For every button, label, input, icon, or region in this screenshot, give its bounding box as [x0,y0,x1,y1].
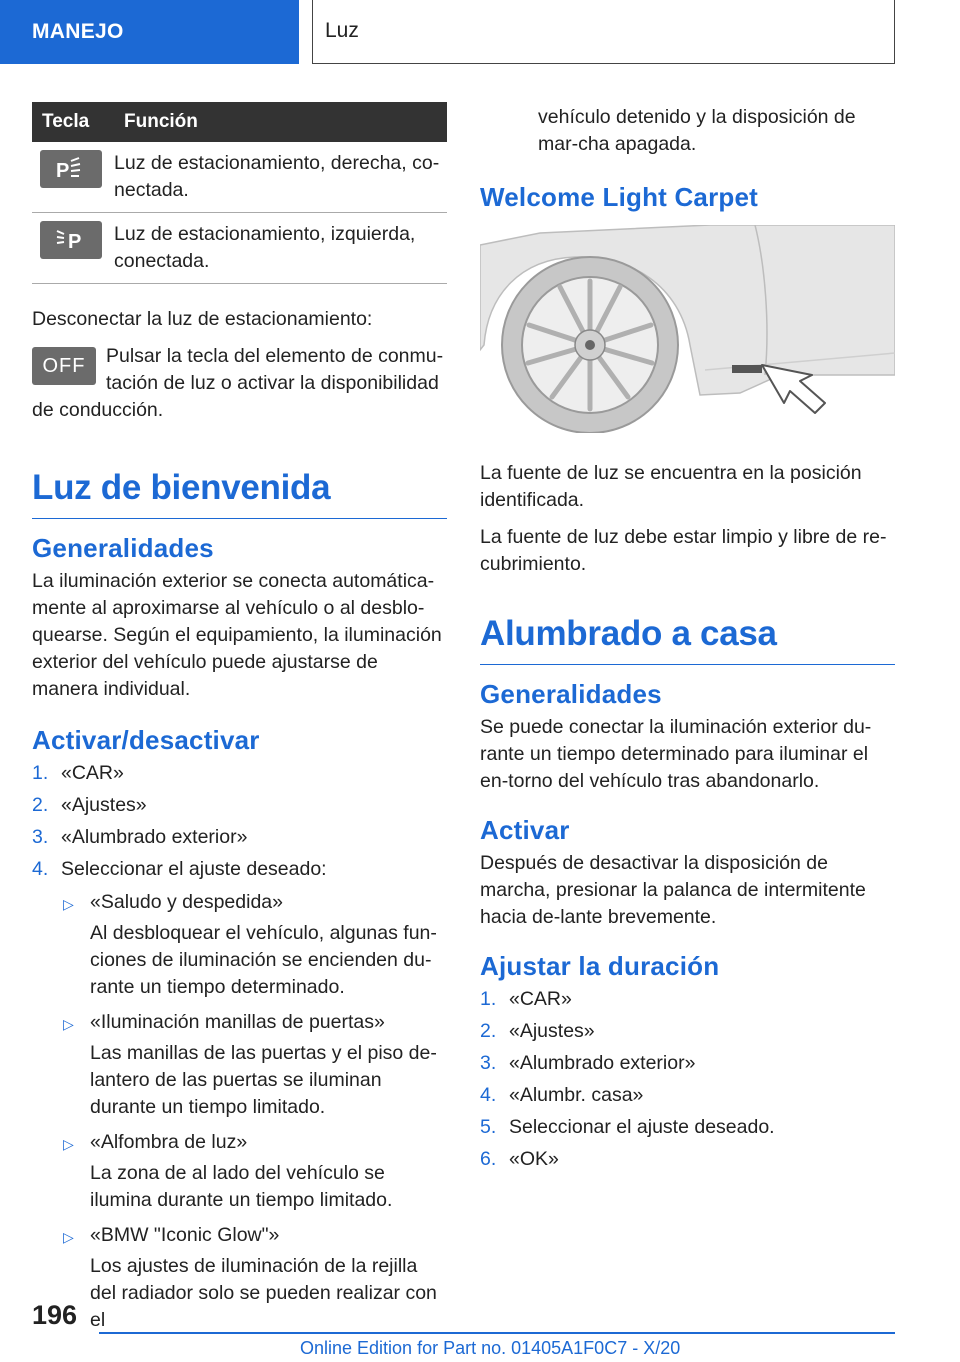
duration-heading: Ajustar la duración [480,951,720,981]
table-row [32,213,447,284]
svg-text:P: P [68,231,82,253]
list-item: 1. «CAR» [32,762,124,784]
list-item: 3. «Alumbrado exterior» [480,1052,696,1074]
svg-text:P: P [56,160,70,182]
deactivate-text: Pulsar la tecla del elemento de conmu-tación de luz o activar la disponibilidad de conducción. [32,345,444,421]
footer-divider [99,1332,895,1334]
off-button-icon: OFF [32,347,96,385]
list-item: 4. Seleccionar el ajuste deseado: ▷ «Saludo y despedida» Al desbloquear el vehículo, algunas fun-ciones de iluminación se encienden du-rante un tiempo determinado. ▷ «Iluminación manillas de puertas» Las manillas de las puertas y el piso de-lantero de las puertas se iluminan durante un tiempo limitado. ▷ «Alfombra de luz» La zona de al lado del vehículo se ilumina durante un tiempo limitado. ▷ «BMW "Iconic Glow"» Los ajustes de iluminación de la rejilla del radiador solo se pueden realizar con el [32,856,447,1334]
key-cell [32,142,114,213]
welcome-light-heading: Luz de bienvenida [32,468,447,519]
chapter-title: Luz [312,0,895,64]
column-header-function: Función [114,102,447,142]
list-item: 1. «CAR» [480,988,572,1010]
carpet-text-1: La fuente de luz se encuentra en la posición identificada. [480,462,862,511]
section-tab: MANEJO [0,0,299,64]
activate-deactivate-heading: Activar/desactivar [32,725,260,755]
list-item: 4. «Alumbr. casa» [480,1084,644,1106]
triangle-bullet-icon: ▷ [63,1229,74,1245]
carpet-text-2: La fuente de luz debe estar limpio y libre de re-cubrimiento. [480,526,887,575]
deactivate-instruction [32,343,447,424]
right-column [480,102,895,1178]
activar-heading: Activar [480,815,570,845]
welcome-options-list [61,889,447,1334]
car-wheel-illustration [480,225,895,433]
list-item: ▷ «BMW "Iconic Glow"» Los ajustes de iluminación de la rejilla del radiador solo se pueden realizar con el [63,1224,437,1331]
triangle-bullet-icon: ▷ [63,1016,74,1032]
triangle-bullet-icon: ▷ [63,896,74,912]
table-row [32,142,447,213]
welcome-general-heading: Generalidades [32,533,214,563]
parking-light-left-icon [40,221,102,259]
list-item: ▷ «Saludo y despedida» Al desbloquear el vehículo, algunas fun-ciones de iluminación se encienden du-rante un tiempo determinado. [63,891,437,998]
follow-me-home-heading: Alumbrado a casa [480,614,895,665]
list-item: 2. «Ajustes» [480,1020,595,1042]
activar-text: Después de desactivar la disposición de marcha, presionar la palanca de intermitente hacia de-lante brevemente. [480,852,866,928]
page-number: 196 [32,1300,78,1330]
home-general-heading: Generalidades [480,679,662,709]
list-item: ▷ «Iluminación manillas de puertas» Las manillas de las puertas y el piso de-lantero de las puertas se iluminan durante un tiempo limitado. [63,1011,437,1118]
key-function-table [32,102,447,284]
welcome-general-text: La iluminación exterior se conecta automática-mente al aproximarse al vehículo o al desblo-quearse. Según el equipamiento, la iluminación exterior del vehículo puede ajustarse de manera individual. [32,570,442,700]
welcome-steps-list [32,760,447,1334]
parking-light-right-icon [40,150,102,188]
list-item: 2. «Ajustes» [32,794,147,816]
triangle-bullet-icon: ▷ [63,1136,74,1152]
deactivate-intro: Desconectar la luz de estacionamiento: [32,308,373,330]
table-header-row [32,102,447,142]
edition-text: Online Edition for Part no. 01405A1F0C7 - X/20 [300,1338,681,1358]
list-item: 6. «OK» [480,1148,559,1170]
left-column [32,102,447,1342]
page-header [0,0,960,66]
function-text: Luz de estacionamiento, izquierda, conectada. [114,213,447,284]
list-item: ▷ «Alfombra de luz» La zona de al lado del vehículo se ilumina durante un tiempo limitado. [63,1131,393,1211]
welcome-light-carpet-heading: Welcome Light Carpet [480,182,759,212]
key-cell [32,213,114,284]
continuation-text: vehículo detenido y la disposición de mar-cha apagada. [538,106,856,155]
column-header-key: Tecla [32,102,114,142]
list-item: 5. Seleccionar el ajuste deseado. [480,1116,775,1138]
home-general-text: Se puede conectar la iluminación exterior du-rante un tiempo determinado para iluminar el en-torno del vehículo tras abandonarlo. [480,716,872,792]
function-text: Luz de estacionamiento, derecha, co-nectada. [114,142,447,213]
duration-steps-list [480,986,895,1173]
list-item: 3. «Alumbrado exterior» [32,826,248,848]
